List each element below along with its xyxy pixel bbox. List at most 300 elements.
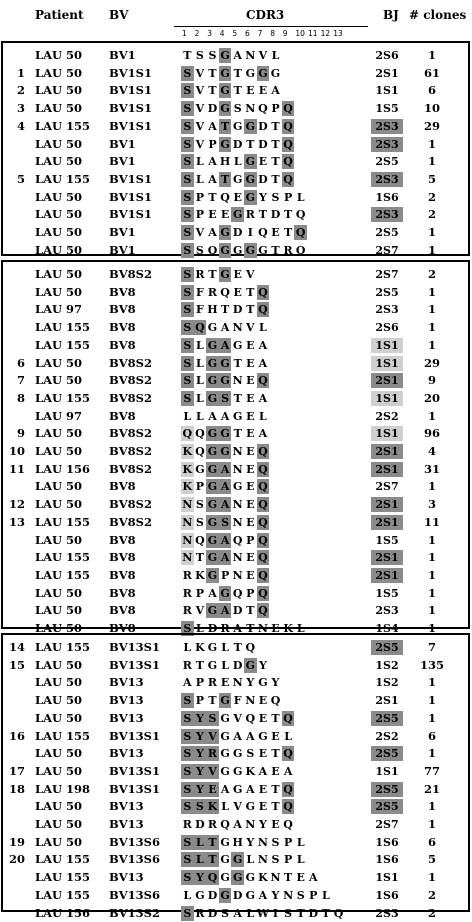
residue: S [296,888,305,902]
residue: A [208,226,217,239]
bj-cell: 1S6 [375,888,399,902]
residue: Q [283,172,293,186]
residue: T [233,84,242,98]
residue: G [232,747,243,761]
residue: Q [258,303,268,317]
bv-cell: BV13S1 [109,763,160,778]
residue: V [206,729,219,744]
residue: T [246,604,255,618]
table-row [3,549,468,566]
patient-cell: LAU 50 [35,267,83,281]
residue: Q [195,445,205,458]
patient-cell: LAU 97 [35,302,83,317]
clone-number: 9 [16,426,25,441]
residue: G [207,445,218,458]
clone-count: 29 [423,118,440,133]
residue: P [309,888,318,902]
bv-cell: BV8 [109,302,136,317]
bj-cell: 2S6 [375,49,399,62]
residue: R [207,818,218,831]
table-row [3,118,468,135]
residue: G [220,888,230,902]
residue: R [207,676,218,690]
clone-count: 1 [427,585,436,600]
residue: Q [258,374,268,388]
residue: A [208,119,217,133]
position-number: 10 [295,29,305,38]
patient-cell: LAU 50 [35,834,83,849]
residue: A [208,172,217,186]
residue: A [258,764,268,778]
residue: Q [220,818,230,831]
header-bv: BV [109,8,129,22]
bv-cell: BV1S1 [109,189,152,204]
residue: L [296,853,305,867]
table-row [3,869,468,886]
bv-cell: BV8 [109,532,136,547]
position-number: 6 [245,29,250,38]
residue: Y [258,818,267,831]
clone-count: 1 [427,136,436,151]
header-clones: # clones [409,8,467,22]
residue: N [232,374,243,388]
clone-count: 1 [427,603,436,618]
clone-count: 1 [427,550,436,565]
residue: S [181,356,194,371]
clone-count: 1 [427,479,436,494]
residue: P [283,835,293,849]
residue: Y [194,782,207,797]
bj-cell: 1S6 [375,835,399,849]
residue: T [258,208,267,222]
patient-cell: LAU 50 [35,154,83,169]
residue: R [182,568,192,582]
residue: S [181,799,194,814]
residue: L [221,800,229,814]
residue: S [181,782,194,797]
clone-count: 6 [427,83,436,98]
residue: T [271,137,280,151]
patient-cell: LAU 50 [35,355,83,370]
patient-cell: LAU 50 [35,83,83,98]
residue: G [220,102,230,116]
residue: S [181,172,194,187]
residue: G [245,800,255,814]
residue: K [258,871,268,885]
position-number: 1 [182,29,187,38]
residue: A [246,729,255,743]
residue: V [258,49,268,62]
residue: T [271,747,280,761]
residue: T [219,172,232,187]
residue: T [284,226,293,239]
residue: G [258,66,268,80]
clone-number: 17 [8,763,25,778]
residue: Q [283,137,293,151]
bv-cell: BV8S2 [109,267,152,281]
residue: Q [295,243,306,257]
residue: A [219,533,232,548]
residue: E [258,782,268,796]
residue: S [271,190,280,204]
residue: P [195,694,205,708]
clone-number: 7 [16,373,25,388]
residue: K [283,622,293,635]
residue: Y [194,870,207,885]
residue: F [195,303,204,317]
panel-bv1 [1,41,470,256]
table-row [3,585,468,602]
position-number: 3 [207,29,212,38]
patient-cell: LAU 50 [35,136,83,151]
residue: K [182,462,193,476]
bv-cell: BV13 [109,799,144,814]
residue: G [220,445,230,458]
bv-cell: BV8S2 [109,514,152,529]
residue: E [258,711,268,725]
bj-cell: 1S4 [375,622,399,635]
residue: Q [258,480,268,494]
patient-cell: LAU 50 [35,532,83,547]
residue: Q [220,285,230,299]
residue: Q [207,243,218,257]
bj-cell: 2S5 [375,285,399,299]
residue: S [181,391,194,406]
residue: G [195,462,205,476]
bj-cell: 2S1 [371,568,403,583]
bj-cell: 2S1 [371,444,403,459]
residue: A [220,782,230,796]
residue: E [271,622,280,635]
residue: A [219,479,232,494]
residue: G [220,729,230,743]
residue: S [271,835,280,849]
clone-number: 11 [8,461,25,476]
residue: S [181,906,194,921]
residue: A [219,462,232,477]
table-row [3,372,468,389]
patient-cell: LAU 50 [35,603,83,618]
residue: Y [194,746,207,761]
clone-number: 10 [8,444,25,458]
residue: Q [258,604,268,618]
table-row [3,266,468,283]
bj-cell: 1S1 [371,426,403,441]
residue: D [207,622,218,635]
patient-cell: LAU 50 [35,621,83,635]
residue: Q [258,515,268,529]
bj-cell: 2S5 [371,746,403,761]
bv-cell: BV1 [109,154,136,169]
residue: T [195,658,204,672]
residue: D [232,226,243,239]
residue: A [220,321,230,335]
residue: Q [258,551,268,565]
bv-cell: BV13 [109,870,144,885]
patient-cell: LAU 50 [35,225,83,239]
residue: G [245,190,255,204]
residue: P [283,190,293,204]
residue: T [221,303,230,317]
residue: G [270,66,281,80]
residue: D [232,303,243,317]
residue: Q [283,711,293,725]
residue: N [270,871,281,885]
residue: A [208,155,217,169]
residue: R [182,586,192,600]
residue: G [207,480,218,494]
patient-cell: LAU 155 [35,640,91,654]
bj-cell: 2S3 [375,906,399,920]
clone-count: 2 [427,207,436,222]
residue: G [207,533,218,547]
residue: Q [258,226,268,239]
residue: A [219,550,232,565]
table-row [3,65,468,82]
clone-number: 5 [16,171,25,186]
residue: A [220,409,230,423]
residue: G [220,835,230,849]
bj-cell: 2S5 [371,711,403,726]
residue: E [233,268,242,281]
bv-cell: BV13S6 [109,834,160,849]
residue: L [196,391,204,405]
patient-cell: LAU 156 [35,905,91,920]
bj-cell: 2S2 [375,409,399,423]
clone-count: 1 [427,532,436,547]
patient-cell: LAU 50 [35,657,83,672]
residue: S [181,621,194,636]
residue: Q [283,155,293,169]
patient-cell: LAU 50 [35,746,83,761]
residue: S [181,66,194,81]
residue: P [195,676,205,690]
residue: N [182,551,193,565]
residue: E [258,800,268,814]
residue: T [233,356,242,370]
position-number: 12 [320,29,331,38]
residue: Q [295,226,306,239]
residue: D [207,888,218,902]
residue: T [195,551,204,565]
bj-cell: 2S5 [375,155,399,169]
bj-cell: 2S1 [375,694,399,708]
clone-count: 31 [423,461,440,476]
residue: L [259,321,267,335]
residue: T [284,871,293,885]
table-row [3,136,468,153]
clone-count: 1 [427,408,436,423]
bv-cell: BV1S1 [109,83,152,98]
residue: T [321,906,330,920]
bv-cell: BV8S2 [109,444,152,458]
bv-cell: BV1S1 [109,207,152,222]
residue: T [271,119,280,133]
residue: E [246,374,255,388]
bj-cell: 1S2 [375,658,399,672]
table-row [3,602,468,619]
clone-count: 1 [427,746,436,761]
residue: A [233,906,242,920]
patient-cell: LAU 50 [35,710,83,725]
residue: G [207,568,218,582]
bj-cell: 1S5 [375,533,399,547]
table-row [3,337,468,354]
residue: Y [194,729,207,744]
patient-cell: LAU 155 [35,118,91,133]
residue: L [196,374,204,388]
bj-cell: 1S6 [375,190,399,204]
position-number: 8 [270,29,275,38]
residue: N [232,445,243,458]
residue: A [233,818,242,831]
clone-count: 1 [427,567,436,582]
table-row [3,100,468,117]
table-row [3,224,468,241]
residue: L [296,190,305,204]
table-row [3,284,468,301]
residue: L [246,906,255,920]
table-row [3,851,468,868]
bj-cell: 1S5 [375,102,399,116]
residue: L [194,852,207,867]
residue: G [207,356,218,370]
panel-bv13 [1,633,470,920]
residue: Q [283,119,293,133]
bj-cell: 2S3 [375,604,399,618]
bj-cell: 2S1 [371,497,403,512]
residue: G [245,888,255,902]
residue: T [284,208,293,222]
residue: A [271,84,280,98]
table-row [3,657,468,674]
residue: Q [333,906,344,920]
residue: L [246,853,255,867]
residue: I [272,906,279,920]
bj-cell: 2S7 [375,480,399,494]
residue: S [181,190,194,205]
residue: N [283,888,294,902]
bv-cell: BV8 [109,284,136,299]
clone-count: 77 [423,763,440,778]
residue: A [183,676,192,690]
clone-count: 1 [427,799,436,814]
residue: Y [246,676,255,690]
residue: S [181,207,194,222]
residue: A [283,764,293,778]
residue: E [246,445,255,458]
clone-number: 1 [16,65,25,80]
bv-cell: BV13S1 [109,640,160,654]
residue: L [196,409,204,423]
residue: T [206,835,219,850]
residue: K [182,445,193,458]
bv-cell: BV13S2 [109,905,160,920]
residue: E [220,208,230,222]
patient-cell: LAU 50 [35,101,83,116]
residue: S [181,243,194,258]
residue: T [271,243,280,257]
clone-number: 19 [8,834,25,849]
residue: N [232,462,243,476]
residue: G [220,764,230,778]
residue: Q [258,462,268,476]
bv-cell: BV8 [109,320,136,335]
residue: T [271,172,280,186]
bj-cell: 2S1 [371,550,403,565]
table-row [3,887,468,904]
residue: K [195,568,205,582]
bj-cell: 2S5 [371,799,403,814]
residue: D [232,604,243,618]
position-number: 2 [194,29,200,38]
residue: E [246,515,255,529]
residue: S [195,498,204,512]
clone-count: 4 [427,444,436,458]
residue: P [220,568,230,582]
residue: V [246,268,255,281]
residue: E [271,764,280,778]
residue: V [233,800,242,814]
bj-cell: 2S2 [375,729,399,743]
residue: D [232,888,243,902]
residue: G [220,853,230,867]
residue: N [232,515,243,529]
residue: R [195,906,205,920]
residue: K [195,641,205,654]
residue: D [207,906,218,920]
residue: A [219,338,232,353]
residue: A [219,603,232,618]
table-row [3,905,468,922]
bj-cell: 2S3 [371,119,403,134]
bv-cell: BV8 [109,585,136,600]
residue: N [245,818,256,831]
bj-cell: 2S1 [371,462,403,477]
residue: Q [258,285,268,299]
residue: G [258,676,268,690]
residue: S [271,853,280,867]
table-row [3,478,468,495]
residue: D [232,137,243,151]
residue: A [233,49,242,62]
residue: E [246,84,255,98]
bv-cell: BV13S1 [109,657,160,672]
residue: Q [295,208,306,222]
patient-cell: LAU 155 [35,514,91,529]
residue: R [207,285,218,299]
clone-number: 4 [16,118,25,133]
residue: A [258,338,268,352]
clone-count: 29 [423,355,440,370]
residue: Q [232,533,243,547]
clone-count: 2 [427,189,436,204]
bv-cell: BV13 [109,710,144,725]
residue: N [245,102,256,116]
patient-cell: LAU 50 [35,189,83,204]
residue: E [246,462,255,476]
bj-cell: 1S1 [375,764,399,778]
residue: L [196,622,204,635]
residue: N [182,515,193,529]
residue: S [221,906,230,920]
residue: D [195,818,205,831]
bv-cell: BV8 [109,621,136,635]
header-cdr3: CDR3 [246,8,285,22]
bj-cell: 2S5 [371,782,403,797]
residue: G [232,172,243,186]
table-row [3,710,468,727]
